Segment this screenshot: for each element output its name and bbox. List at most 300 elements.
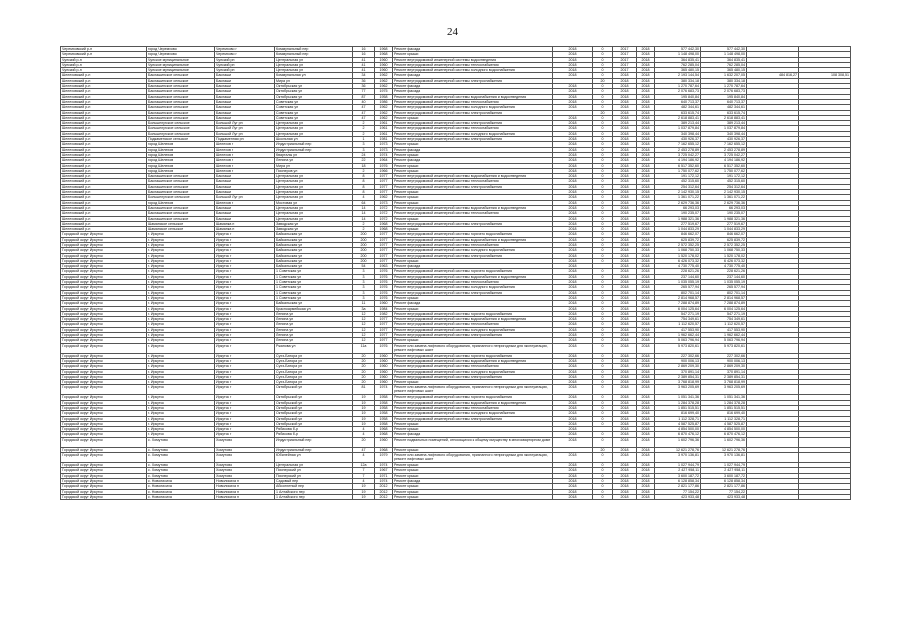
cell-settlement: Шелехов г <box>215 163 275 168</box>
table-row <box>61 437 851 447</box>
cell-municipality: г. Иркутск <box>147 406 215 411</box>
cell-settlement: Новолисиха п <box>215 478 275 483</box>
cell-budget-cost <box>747 453 799 463</box>
cell-total-cost: 633 615,74 <box>655 110 701 115</box>
cell-end-year: 2018 <box>637 62 655 67</box>
cell-plan-year: 2018 <box>553 68 593 73</box>
cell-district: Городской округ Иркутск <box>61 364 147 369</box>
cell-district: Шелеховский р-н <box>61 216 147 221</box>
cell-year: 1962 <box>375 195 393 200</box>
cell-settlement: Иркутск г <box>215 280 275 285</box>
cell-fund-cost: 754 349,61 <box>701 317 747 322</box>
cell-start-year: 2018 <box>613 126 637 131</box>
cell-settlement: Иркутск г <box>215 333 275 338</box>
cell-settlement: Баклаши <box>215 216 275 221</box>
cell-start-year: 2018 <box>613 142 637 147</box>
cell-settlement: Хомутово <box>215 453 275 463</box>
cell-district: Городской округ Иркутск <box>61 369 147 374</box>
cell-year: 1976 <box>375 280 393 285</box>
cell-year: 1976 <box>375 343 393 353</box>
cell-district: Шелеховский р-н <box>61 115 147 120</box>
cell-plan-year: 2018 <box>553 406 593 411</box>
cell-work-type: Ремонт крыши <box>393 190 553 195</box>
cell-municipality: г. Иркутск <box>147 395 215 400</box>
cell-year: 1977 <box>375 322 393 327</box>
cell-settlement: Иркутск г <box>215 400 275 405</box>
cell-start-year: 2018 <box>613 463 637 468</box>
cell-street: Центральная ул <box>275 190 353 195</box>
cell-start-year: 2018 <box>613 158 637 163</box>
cell-district: Шелеховский р-н <box>61 221 147 226</box>
cell-year: 1960 <box>375 57 393 62</box>
cell-municipality: Баклашинское сельское <box>147 179 215 184</box>
cell-start-year: 2018 <box>613 494 637 499</box>
cell-fund-cost: 900 006,13 <box>701 358 747 363</box>
cell-settlement: Баклаши <box>215 184 275 189</box>
cell-end-year: 2018 <box>637 195 655 200</box>
cell-flag: 0 <box>593 99 613 104</box>
cell-street: Сухэ-Батора ул <box>275 353 353 358</box>
cell-work-type: Ремонт внутридомовой инженерной системы теплоснабжения <box>393 126 553 131</box>
cell-district: Городской округ Иркутск <box>61 280 147 285</box>
cell-fund-cost: 3 963 205,69 <box>701 385 747 395</box>
cell-start-year: 2018 <box>613 174 637 179</box>
cell-fund-cost: 802 701,14 <box>701 290 747 295</box>
cell-total-cost: 4 194 186,92 <box>655 158 701 163</box>
cell-municipality: г. Иркутск <box>147 322 215 327</box>
cell-work-type: Ремонт внутридомовой инженерной системы электроснабжения <box>393 110 553 115</box>
cell-plan-year: 2018 <box>553 400 593 405</box>
cell-year: 1977 <box>375 327 393 332</box>
cell-start-year: 2018 <box>613 78 637 83</box>
cell-year: 1974 <box>375 152 393 157</box>
cell-district: Городской округ Иркутск <box>61 453 147 463</box>
cell-plan-year: 2018 <box>553 494 593 499</box>
cell-settlement: Иркутск г <box>215 322 275 327</box>
cell-settlement: Баклаши <box>215 78 275 83</box>
cell-house: 16 <box>353 47 375 52</box>
cell-district: Городской округ Иркутск <box>61 343 147 353</box>
cell-fund-cost: 1 148 498,00 <box>701 52 747 57</box>
cell-municipality: г. Иркутск <box>147 343 215 353</box>
cell-municipality: с. Новолисиха <box>147 489 215 494</box>
cell-end-year: 2018 <box>637 489 655 494</box>
cell-end-year: 2018 <box>637 306 655 311</box>
page-number: 24 <box>447 26 458 38</box>
cell-fund-cost: 12 621 278,76 <box>701 447 747 452</box>
cell-start-year: 2018 <box>613 380 637 385</box>
cell-plan-year: 2018 <box>553 232 593 237</box>
cell-house: 14 <box>353 205 375 210</box>
cell-end-year: 2018 <box>637 380 655 385</box>
cell-year: 1977 <box>375 174 393 179</box>
cell-plan-year: 2018 <box>553 57 593 62</box>
cell-settlement: Иркутск г <box>215 406 275 411</box>
cell-work-type: Ремонт фасада <box>393 158 553 163</box>
cell-settlement: Хомутово <box>215 473 275 478</box>
cell-district: Городской округ Иркутск <box>61 242 147 247</box>
cell-plan-year: 2018 <box>553 52 593 57</box>
cell-total-cost: 364 835,41 <box>655 57 701 62</box>
cell-year: 1962 <box>375 78 393 83</box>
cell-work-type: Ремонт крыши <box>393 152 553 157</box>
cell-start-year: 2018 <box>613 131 637 136</box>
cell-municipality: г. Иркутск <box>147 338 215 343</box>
cell-end-year: 2018 <box>637 473 655 478</box>
cell-house: 3 <box>353 280 375 285</box>
cell-settlement: Новолисиха п <box>215 489 275 494</box>
cell-municipality: Чунское муниципальное <box>147 68 215 73</box>
cell-year: 1977 <box>375 179 393 184</box>
cell-municipality: Подкаменское сельское <box>147 137 215 142</box>
cell-work-type: Ремонт внутридомовой инженерной системы водоотведения <box>393 57 553 62</box>
cell-end-year: 2018 <box>637 453 655 463</box>
cell-work-type: Ремонт внутридомовой инженерной системы холодного водоснабжения <box>393 285 553 290</box>
cell-settlement: Шаманка п <box>215 221 275 226</box>
cell-settlement: Иркутск г <box>215 421 275 426</box>
cell-settlement: Баклаши <box>215 73 275 78</box>
cell-end-year: 2018 <box>637 158 655 163</box>
cell-total-cost: 4 854 500,00 <box>655 427 701 432</box>
cell-year: 1984 <box>375 306 393 311</box>
cell-street: Юбилейная ул <box>275 453 353 463</box>
cell-start-year: 2018 <box>613 163 637 168</box>
cell-house: 19 <box>353 421 375 426</box>
cell-street: Октябрьской ул <box>275 406 353 411</box>
cell-total-cost: 2 629 736,36 <box>655 200 701 205</box>
cell-settlement: Чунский рп <box>215 68 275 73</box>
cell-start-year: 2018 <box>613 468 637 473</box>
cell-settlement: Иркутск г <box>215 353 275 358</box>
cell-district: Городской округ Иркутск <box>61 447 147 452</box>
cell-municipality: Баклашинское сельское <box>147 211 215 216</box>
cell-settlement: Шелехов г <box>215 158 275 163</box>
cell-flag: 0 <box>593 248 613 253</box>
cell-street: Ленина ул <box>275 338 353 343</box>
cell-plan-year: 2018 <box>553 205 593 210</box>
cell-street: Пионеров ул <box>275 168 353 173</box>
cell-street: Ленина ул <box>275 322 353 327</box>
cell-flag: 0 <box>593 200 613 205</box>
cell-year: 1976 <box>375 163 393 168</box>
cell-street: Сухэ-Батора ул <box>275 380 353 385</box>
cell-end-year: 2018 <box>637 411 655 416</box>
cell-total-cost: 846 662,07 <box>655 232 701 237</box>
cell-fund-cost: 417 553,90 <box>701 327 747 332</box>
cell-house: 19 <box>353 416 375 421</box>
cell-total-cost: 6 426 073,32 <box>655 258 701 263</box>
cell-work-type: Ремонт фасада <box>393 47 553 52</box>
cell-end-year: 2018 <box>637 115 655 120</box>
cell-total-cost: 417 553,90 <box>655 327 701 332</box>
cell-settlement: Черемхово г <box>215 52 275 57</box>
cell-flag: 0 <box>593 73 613 78</box>
cell-plan-year: 2018 <box>553 264 593 269</box>
cell-street: Центральная ул <box>275 205 353 210</box>
cell-street: Центральная ул <box>275 131 353 136</box>
cell-end-year: 2018 <box>637 73 655 78</box>
cell-district: Шелеховский р-н <box>61 142 147 147</box>
cell-start-year: 2018 <box>613 295 637 300</box>
cell-end-year: 2018 <box>637 333 655 338</box>
cell-fund-cost: 3 725 042,27 <box>701 152 747 157</box>
cell-district: Шелеховский р-н <box>61 174 147 179</box>
cell-total-cost: 2 389 854,31 <box>655 374 701 379</box>
cell-total-cost: 1 270 787,64 <box>655 84 701 89</box>
cell-street: Центральная ул <box>275 463 353 468</box>
cell-flag: 0 <box>593 317 613 322</box>
cell-house: 19 <box>353 406 375 411</box>
cell-street: Рябикова б-р <box>275 427 353 432</box>
cell-district: Шелеховский р-н <box>61 121 147 126</box>
cell-year: 1963 <box>375 264 393 269</box>
cell-total-cost: 1 044 833,29 <box>655 227 701 232</box>
cell-street: Ленина ул <box>275 333 353 338</box>
cell-year: 1958 <box>375 406 393 411</box>
cell-settlement: Шелехов г <box>215 168 275 173</box>
cell-street: Байкальская ул <box>275 232 353 237</box>
cell-municipality: г. Иркутск <box>147 400 215 405</box>
cell-start-year: 2018 <box>613 84 637 89</box>
cell-total-cost: 1 035 055,19 <box>655 280 701 285</box>
cell-district: Шелеховский р-н <box>61 78 147 83</box>
cell-end-year: 2018 <box>637 269 655 274</box>
cell-fund-cost: 7 288 874,89 <box>701 301 747 306</box>
cell-year: 1964 <box>375 158 393 163</box>
cell-end-year: 2018 <box>637 68 655 73</box>
cell-fund-cost: 3 970 136,81 <box>701 453 747 463</box>
cell-municipality: с. Хомутово <box>147 453 215 463</box>
cell-start-year: 2018 <box>613 478 637 483</box>
cell-street: Пионерский ул <box>275 468 353 473</box>
cell-year: 1968 <box>375 227 393 232</box>
cell-fund-cost: 5 063 796,94 <box>701 338 747 343</box>
cell-plan-year: 2018 <box>553 253 593 258</box>
cell-total-cost: 816 699,40 <box>655 411 701 416</box>
cell-end-year: 2018 <box>637 295 655 300</box>
cell-district: Городской округ Иркутск <box>61 232 147 237</box>
cell-street: Коммунальный пер <box>275 52 353 57</box>
cell-municipality: г. Иркутск <box>147 333 215 338</box>
cell-plan-year: 2018 <box>553 131 593 136</box>
cell-fund-cost: 2 814 968,57 <box>701 295 747 300</box>
cell-fund-cost: 389 213,44 <box>701 121 747 126</box>
cell-settlement: Большой Луг рп <box>215 126 275 131</box>
cell-year: 1962 <box>375 73 393 78</box>
cell-flag: 0 <box>593 158 613 163</box>
cell-street: Советская ул <box>275 99 353 104</box>
cell-total-cost: 2 193 144,54 <box>655 73 701 78</box>
cell-street: Центральная ул <box>275 57 353 62</box>
cell-municipality: г. Иркутск <box>147 274 215 279</box>
cell-end-year: 2018 <box>637 280 655 285</box>
cell-street: Октябрьской ул <box>275 395 353 400</box>
cell-district: Шелеховский р-н <box>61 227 147 232</box>
cell-district: Городской округ Иркутск <box>61 237 147 242</box>
cell-end-year: 2018 <box>637 242 655 247</box>
cell-end-year: 2018 <box>637 322 655 327</box>
cell-budget-cost <box>747 494 799 499</box>
cell-fund-cost: 2 427 958,11 <box>701 468 747 473</box>
cell-settlement: Новолисиха п <box>215 494 275 499</box>
cell-district: Черемховский р-н <box>61 47 147 52</box>
cell-start-year: 2018 <box>613 484 637 489</box>
cell-plan-year: 2018 <box>553 184 593 189</box>
cell-flag: 20 <box>593 78 613 83</box>
cell-end-year: 2018 <box>637 406 655 411</box>
cell-work-type: Ремонт внутридомовой инженерной системы холодного водоснабжения <box>393 68 553 73</box>
cell-total-cost: 191 172,12 <box>655 174 701 179</box>
cell-house: 3 <box>353 147 375 152</box>
cell-house: 20 <box>353 353 375 358</box>
cell-work-type: Ремонт фасада <box>393 301 553 306</box>
cell-plan-year: 2018 <box>553 152 593 157</box>
cell-settlement: Баклаши <box>215 105 275 110</box>
cell-flag: 0 <box>593 89 613 94</box>
cell-municipality: город Шелехов <box>147 158 215 163</box>
cell-work-type: Ремонт внутридомовой инженерной системы холодного водоснабжения <box>393 105 553 110</box>
cell-municipality: с. Хомутово <box>147 468 215 473</box>
cell-street: Ленина ул <box>275 311 353 316</box>
cell-start-year: 2018 <box>613 432 637 437</box>
cell-start-year: 2018 <box>613 385 637 395</box>
cell-flag: 0 <box>593 358 613 363</box>
cell-fund-cost: 1 851 515,51 <box>701 406 747 411</box>
cell-settlement: Хомутово <box>215 437 275 447</box>
cell-municipality: Баклашинское сельское <box>147 94 215 99</box>
cell-district: Городской округ Иркутск <box>61 333 147 338</box>
cell-fund-cost: 2 629 736,36 <box>701 200 747 205</box>
cell-street: Байкальская ул <box>275 242 353 247</box>
cell-flag: 0 <box>593 453 613 463</box>
cell-end-year: 2018 <box>637 463 655 468</box>
cell-end-year: 2018 <box>637 57 655 62</box>
cell-flag: 0 <box>593 333 613 338</box>
cell-total-cost: 1 602 796,36 <box>655 437 701 447</box>
cell-year: 1977 <box>375 258 393 263</box>
cell-year: 1974 <box>375 463 393 468</box>
cell-house: 200 <box>353 242 375 247</box>
cell-work-type: Ремонт внутридомовой инженерной системы горячего водоснабжения <box>393 269 553 274</box>
cell-flag: 0 <box>593 126 613 131</box>
cell-total-cost: 6 870 476,12 <box>655 432 701 437</box>
cell-year: 1976 <box>375 269 393 274</box>
cell-house: 3 <box>353 269 375 274</box>
cell-settlement: Баклаши <box>215 174 275 179</box>
cell-plan-year: 2018 <box>553 285 593 290</box>
cell-work-type: Ремонт крыши <box>393 295 553 300</box>
cell-work-type: Ремонт внутридомовой инженерной системы водоснабжения и водоотведения <box>393 274 553 279</box>
cell-house: 40 <box>353 99 375 104</box>
cell-plan-year: 2018 <box>553 478 593 483</box>
cell-fund-cost: 430 926,37 <box>701 137 747 142</box>
cell-settlement: Иркутск г <box>215 306 275 311</box>
cell-flag: 0 <box>593 131 613 136</box>
cell-total-cost: 1 520 178,02 <box>655 253 701 258</box>
cell-end-year: 2018 <box>637 216 655 221</box>
cell-district: Городской округ Иркутск <box>61 484 147 489</box>
cell-start-year: 2018 <box>613 473 637 478</box>
cell-fund-cost: 4 194 186,92 <box>701 158 747 163</box>
cell-municipality: г. Иркутск <box>147 237 215 242</box>
cell-house: 12 <box>353 327 375 332</box>
cell-fund-cost: 846 662,07 <box>701 232 747 237</box>
cell-end-year: 2018 <box>637 447 655 452</box>
cell-plan-year: 2018 <box>553 311 593 316</box>
cell-year: 1960 <box>375 437 393 447</box>
cell-fund-cost: 2 821 177,86 <box>701 484 747 489</box>
cell-house: 47 <box>353 110 375 115</box>
cell-end-year: 2018 <box>637 78 655 83</box>
cell-total-cost: 2 814 968,57 <box>655 295 701 300</box>
cell-work-type: Ремонт крыши <box>393 227 553 232</box>
cell-municipality: г. Иркутск <box>147 242 215 247</box>
cell-start-year: 2018 <box>613 99 637 104</box>
cell-house: 12 <box>353 338 375 343</box>
cell-total-cost: 265 577,94 <box>655 285 701 290</box>
cell-street: Коммунальный пер <box>275 47 353 52</box>
cell-work-type: Ремонт внутридомовой инженерной системы водоснабжения и водоотведения <box>393 317 553 322</box>
cell-end-year: 2018 <box>637 317 655 322</box>
cell-work-type: Ремонт внутридомовой инженерной системы водоснабжения и водоотведения <box>393 94 553 99</box>
cell-work-type: Ремонт фасада <box>393 478 553 483</box>
cell-work-type: Ремонт внутридомовой инженерной системы теплоснабжения <box>393 62 553 67</box>
cell-plan-year: 2018 <box>553 421 593 426</box>
cell-end-year: 2018 <box>637 221 655 226</box>
cell-plan-year: 2018 <box>553 47 593 52</box>
cell-municipality: город Черемхово <box>147 52 215 57</box>
cell-plan-year: 2018 <box>553 242 593 247</box>
cell-end-year: 2018 <box>637 301 655 306</box>
cell-street: Советская ул <box>275 115 353 120</box>
table-row <box>61 385 851 395</box>
cell-district: Городской округ Иркутск <box>61 421 147 426</box>
cell-street: Байкальская ул <box>275 301 353 306</box>
cell-settlement: Шелехов г <box>215 152 275 157</box>
cell-settlement: Чунский рп <box>215 57 275 62</box>
cell-plan-year: 2018 <box>553 89 593 94</box>
cell-house: 12 <box>353 317 375 322</box>
cell-municipality: г. Иркутск <box>147 232 215 237</box>
cell-year: 1977 <box>375 232 393 237</box>
cell-year: 1976 <box>375 274 393 279</box>
cell-flag: 0 <box>593 253 613 258</box>
cell-total-cost: 380 334,18 <box>655 78 701 83</box>
cell-work-type: Ремонт фасада <box>393 264 553 269</box>
cell-end-year: 2018 <box>637 484 655 489</box>
cell-house: 2 <box>353 121 375 126</box>
cell-year: 2012 <box>375 489 393 494</box>
cell-fund-cost: 1 962 662,44 <box>701 333 747 338</box>
cell-house: 3а <box>353 306 375 311</box>
cell-end-year: 2018 <box>637 353 655 358</box>
cell-house: 20 <box>353 364 375 369</box>
cell-street: 1 Советская ул <box>275 290 353 295</box>
cell-fund-cost: 6 004 125,64 <box>701 306 747 311</box>
cell-district: Шелеховский р-н <box>61 195 147 200</box>
cell-house: 7 <box>353 473 375 478</box>
cell-end-year: 2018 <box>637 338 655 343</box>
cell-municipality: г. Иркутск <box>147 416 215 421</box>
cell-year: 1977 <box>375 237 393 242</box>
cell-fund-cost: 577 442,30 <box>701 47 747 52</box>
cell-work-type: Ремонт внутридомовой инженерной системы теплоснабжения <box>393 179 553 184</box>
cell-street: 1 Советская ул <box>275 285 353 290</box>
cell-street: Октябрьской ул <box>275 416 353 421</box>
cell-year: 1962 <box>375 115 393 120</box>
cell-year: 1962 <box>375 84 393 89</box>
cell-plan-year: 2018 <box>553 94 593 99</box>
